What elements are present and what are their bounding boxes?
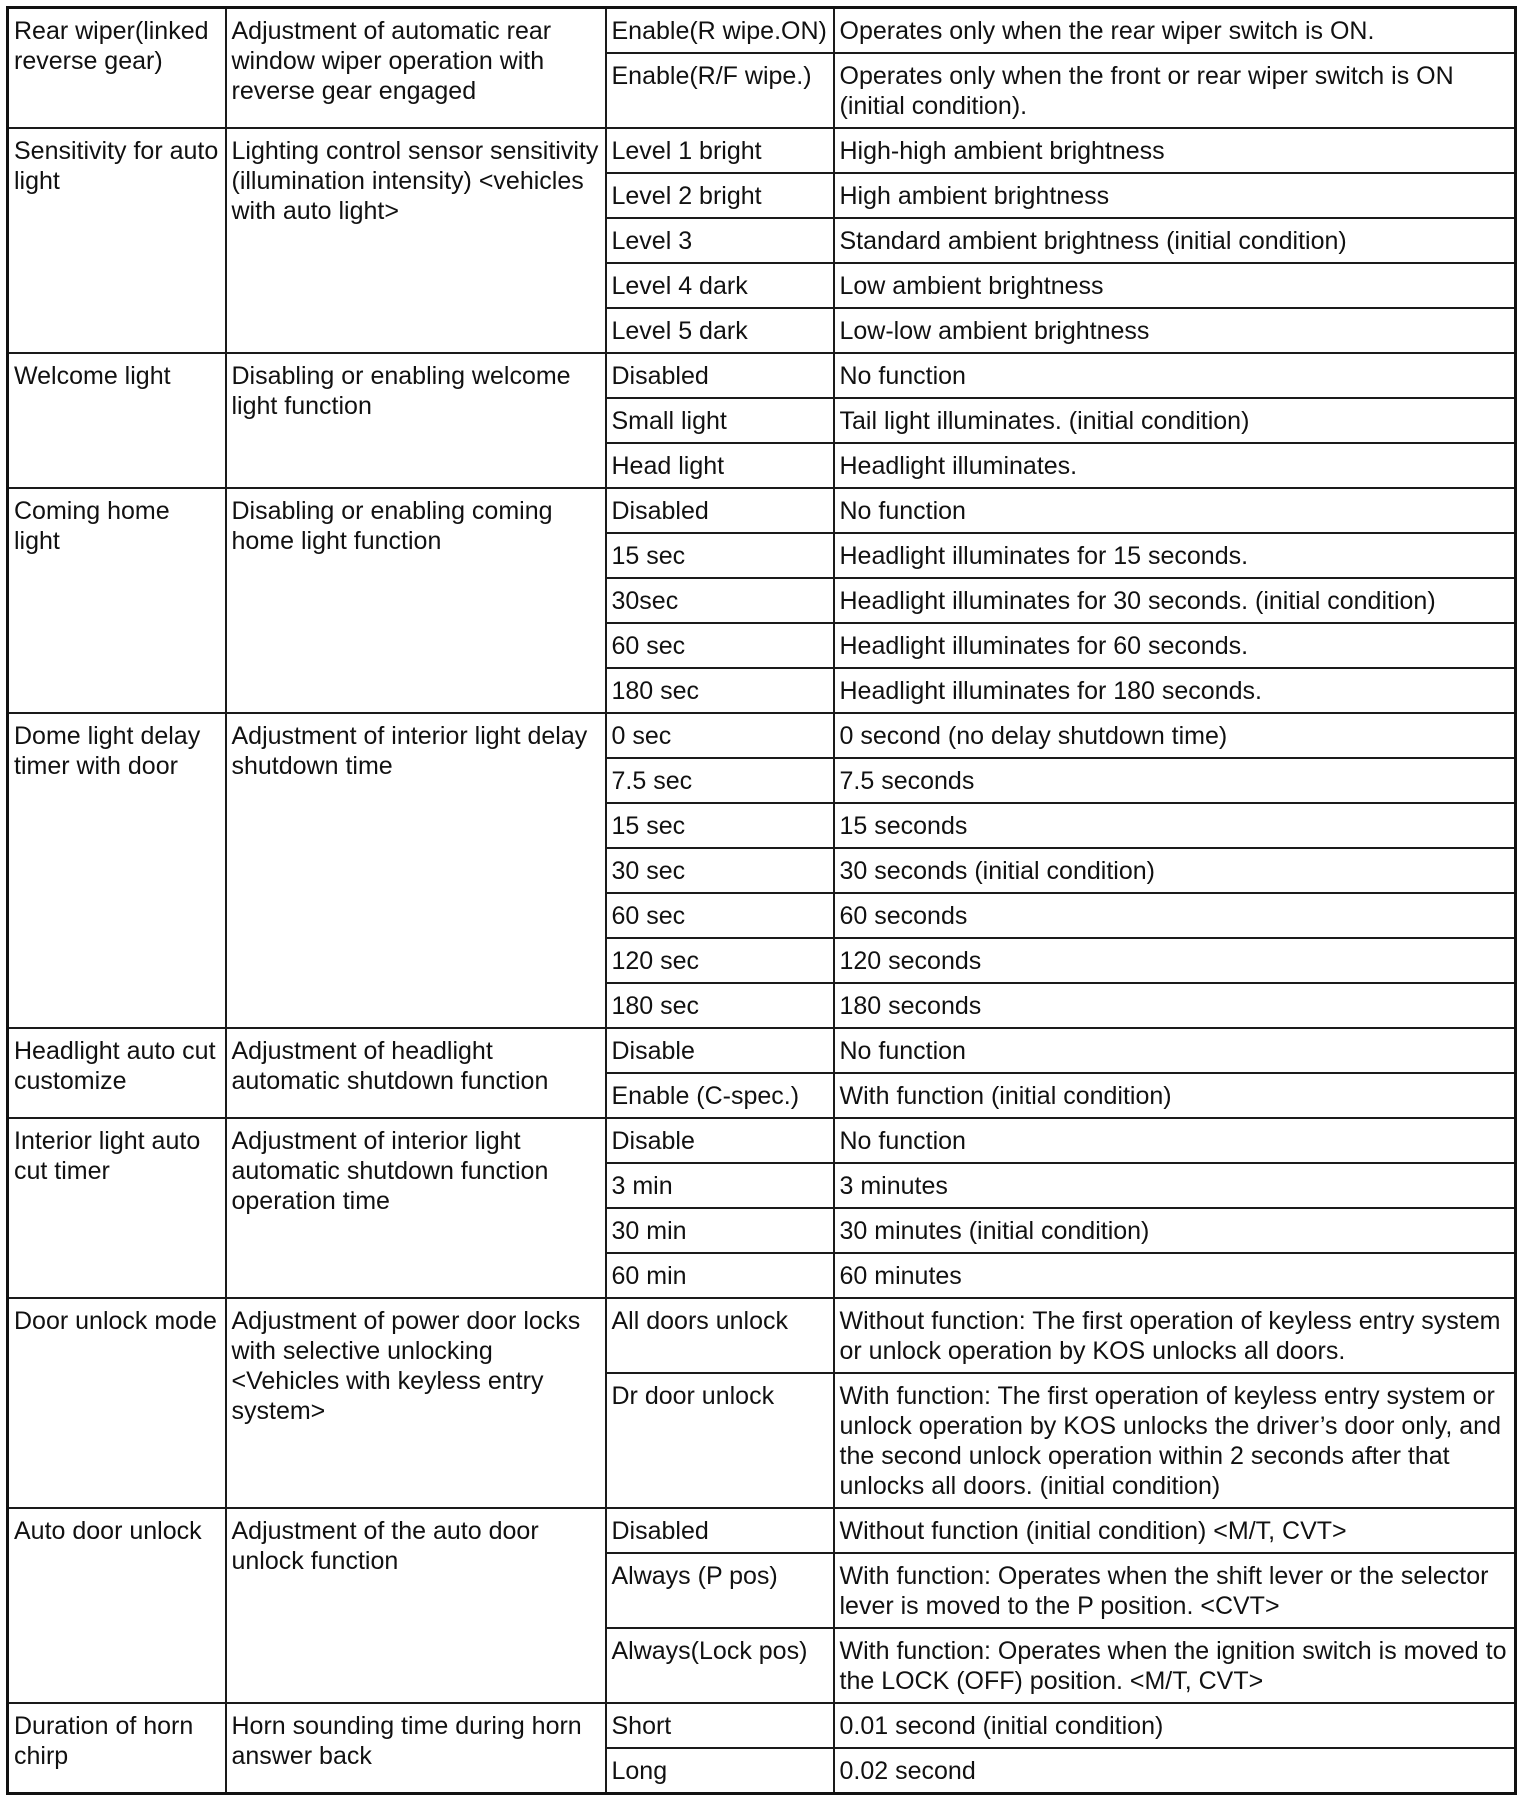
setting-cell: Small light: [606, 398, 834, 443]
setting-cell: Enable (C-spec.): [606, 1073, 834, 1118]
customization-table-container: [6, 6, 1514, 1795]
result-cell: 0.02 second: [834, 1748, 1516, 1794]
item-cell: Welcome light: [8, 353, 226, 488]
setting-cell: 15 sec: [606, 803, 834, 848]
setting-cell: Level 5 dark: [606, 308, 834, 353]
result-cell: High-high ambient brightness: [834, 128, 1516, 173]
setting-cell: 180 sec: [606, 983, 834, 1028]
table-row: [8, 128, 1516, 173]
setting-cell: Disabled: [606, 488, 834, 533]
result-cell: 30 minutes (initial condition): [834, 1208, 1516, 1253]
item-cell: Duration of horn chirp: [8, 1703, 226, 1794]
description-cell: Adjustment of power door locks with selective unlocking <Vehicles with keyless entry system>: [226, 1298, 606, 1508]
setting-cell: 30 min: [606, 1208, 834, 1253]
result-cell: 60 seconds: [834, 893, 1516, 938]
table-row: [8, 8, 1516, 54]
result-cell: Without function: The first operation of keyless entry system or unlock operation by KOS unlocks all doors.: [834, 1298, 1516, 1373]
setting-cell: Head light: [606, 443, 834, 488]
result-cell: No function: [834, 1028, 1516, 1073]
setting-cell: Level 2 bright: [606, 173, 834, 218]
result-cell: 0 second (no delay shutdown time): [834, 713, 1516, 758]
result-cell: Headlight illuminates for 180 seconds.: [834, 668, 1516, 713]
result-cell: With function: Operates when the ignition switch is moved to the LOCK (OFF) position. <M/T, CVT>: [834, 1628, 1516, 1703]
description-cell: Adjustment of automatic rear window wiper operation with reverse gear engaged: [226, 8, 606, 129]
setting-cell: Enable(R/F wipe.): [606, 53, 834, 128]
item-cell: Door unlock mode: [8, 1298, 226, 1508]
result-cell: 15 seconds: [834, 803, 1516, 848]
setting-cell: Enable(R wipe.ON): [606, 8, 834, 54]
table-row: [8, 1028, 1516, 1073]
setting-cell: 0 sec: [606, 713, 834, 758]
setting-cell: 7.5 sec: [606, 758, 834, 803]
result-cell: 60 minutes: [834, 1253, 1516, 1298]
result-cell: Headlight illuminates.: [834, 443, 1516, 488]
result-cell: Standard ambient brightness (initial condition): [834, 218, 1516, 263]
result-cell: With function: The first operation of keyless entry system or unlock operation by KOS unlocks the driver’s door only, and the second unlock operation within 2 seconds after that unlocks all doors. (initial condition): [834, 1373, 1516, 1508]
result-cell: 30 seconds (initial condition): [834, 848, 1516, 893]
setting-cell: Always(Lock pos): [606, 1628, 834, 1703]
setting-cell: Disabled: [606, 1508, 834, 1553]
setting-cell: 120 sec: [606, 938, 834, 983]
item-cell: Coming home light: [8, 488, 226, 713]
table-row: [8, 1508, 1516, 1553]
table-row: [8, 713, 1516, 758]
result-cell: 120 seconds: [834, 938, 1516, 983]
table-row: [8, 1298, 1516, 1373]
result-cell: High ambient brightness: [834, 173, 1516, 218]
setting-cell: 60 min: [606, 1253, 834, 1298]
setting-cell: Dr door unlock: [606, 1373, 834, 1508]
result-cell: Operates only when the front or rear wiper switch is ON (initial condition).: [834, 53, 1516, 128]
description-cell: Adjustment of interior light delay shutdown time: [226, 713, 606, 1028]
item-cell: Auto door unlock: [8, 1508, 226, 1703]
setting-cell: All doors unlock: [606, 1298, 834, 1373]
description-cell: Adjustment of the auto door unlock function: [226, 1508, 606, 1703]
description-cell: Adjustment of headlight automatic shutdown function: [226, 1028, 606, 1118]
result-cell: 180 seconds: [834, 983, 1516, 1028]
item-cell: Rear wiper(linked reverse gear): [8, 8, 226, 129]
item-cell: Sensitivity for auto light: [8, 128, 226, 353]
customization-table: [6, 6, 1517, 1795]
result-cell: Operates only when the rear wiper switch is ON.: [834, 8, 1516, 54]
result-cell: Low-low ambient brightness: [834, 308, 1516, 353]
result-cell: Headlight illuminates for 30 seconds. (initial condition): [834, 578, 1516, 623]
result-cell: With function: Operates when the shift lever or the selector lever is moved to the P position. <CVT>: [834, 1553, 1516, 1628]
table-row: [8, 1118, 1516, 1163]
setting-cell: 60 sec: [606, 623, 834, 668]
item-cell: Headlight auto cut customize: [8, 1028, 226, 1118]
setting-cell: 30sec: [606, 578, 834, 623]
setting-cell: Disabled: [606, 353, 834, 398]
setting-cell: Always (P pos): [606, 1553, 834, 1628]
setting-cell: 3 min: [606, 1163, 834, 1208]
result-cell: Headlight illuminates for 60 seconds.: [834, 623, 1516, 668]
table-row: [8, 353, 1516, 398]
setting-cell: 180 sec: [606, 668, 834, 713]
result-cell: No function: [834, 1118, 1516, 1163]
result-cell: 3 minutes: [834, 1163, 1516, 1208]
result-cell: With function (initial condition): [834, 1073, 1516, 1118]
result-cell: 0.01 second (initial condition): [834, 1703, 1516, 1748]
item-cell: Interior light auto cut timer: [8, 1118, 226, 1298]
description-cell: Lighting control sensor sensitivity (illumination intensity) <vehicles with auto light>: [226, 128, 606, 353]
result-cell: 7.5 seconds: [834, 758, 1516, 803]
setting-cell: 60 sec: [606, 893, 834, 938]
result-cell: Without function (initial condition) <M/T, CVT>: [834, 1508, 1516, 1553]
description-cell: Disabling or enabling welcome light function: [226, 353, 606, 488]
table-row: [8, 488, 1516, 533]
setting-cell: Disable: [606, 1118, 834, 1163]
item-cell: Dome light delay timer with door: [8, 713, 226, 1028]
setting-cell: Long: [606, 1748, 834, 1794]
setting-cell: 30 sec: [606, 848, 834, 893]
result-cell: Tail light illuminates. (initial condition): [834, 398, 1516, 443]
result-cell: Headlight illuminates for 15 seconds.: [834, 533, 1516, 578]
setting-cell: 15 sec: [606, 533, 834, 578]
description-cell: Horn sounding time during horn answer back: [226, 1703, 606, 1794]
description-cell: Adjustment of interior light automatic shutdown function operation time: [226, 1118, 606, 1298]
setting-cell: Level 3: [606, 218, 834, 263]
setting-cell: Disable: [606, 1028, 834, 1073]
result-cell: Low ambient brightness: [834, 263, 1516, 308]
table-body: [8, 8, 1516, 1794]
setting-cell: Short: [606, 1703, 834, 1748]
result-cell: No function: [834, 488, 1516, 533]
description-cell: Disabling or enabling coming home light function: [226, 488, 606, 713]
result-cell: No function: [834, 353, 1516, 398]
setting-cell: Level 1 bright: [606, 128, 834, 173]
table-row: [8, 1703, 1516, 1748]
setting-cell: Level 4 dark: [606, 263, 834, 308]
